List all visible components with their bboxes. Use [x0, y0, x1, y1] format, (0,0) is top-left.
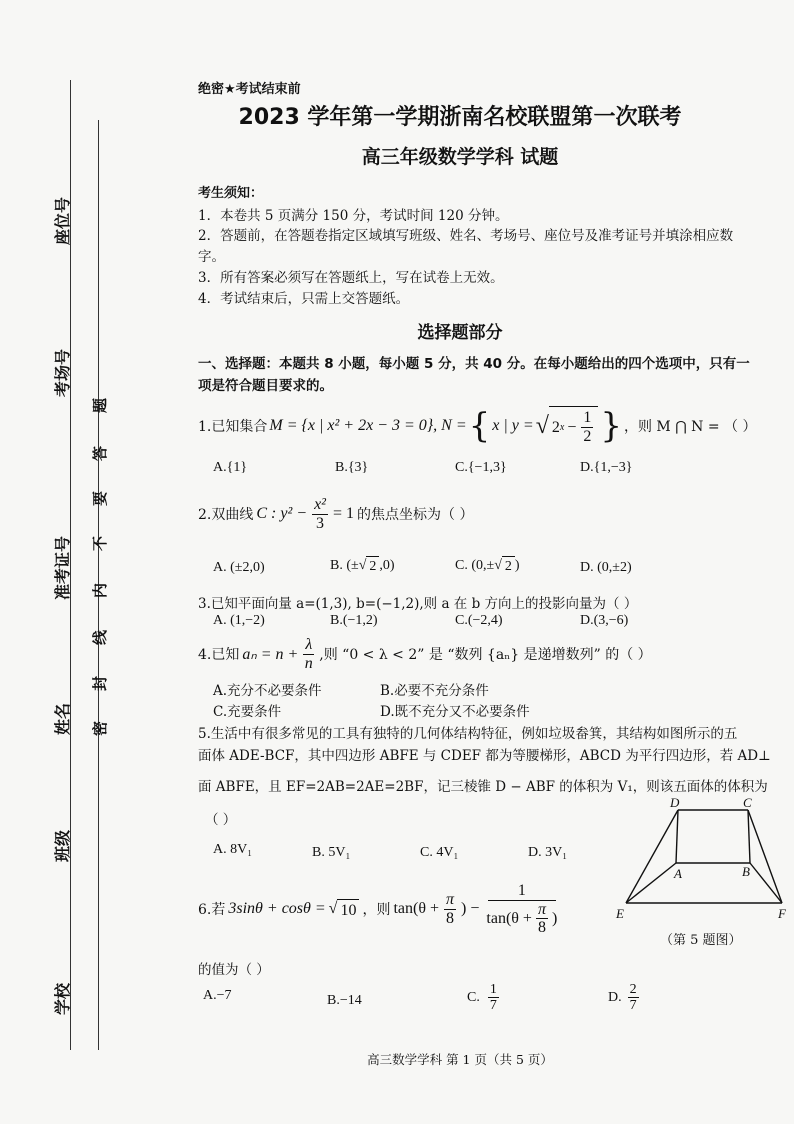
q5-option-b: B. 5V₁	[312, 845, 351, 860]
page-subtitle: 高三年级数学学科 试题	[361, 146, 559, 168]
radicand	[549, 406, 598, 445]
q6-option-c	[467, 982, 501, 1014]
radicand: 2	[366, 556, 379, 575]
q4-prefix: 4.已知	[198, 647, 240, 664]
radical-sign: √	[535, 412, 549, 439]
question-4	[198, 636, 652, 672]
name-label: 姓名	[53, 702, 72, 735]
question-3: 3.已知平面向量 a=(1,3), b=(−1,2),则 a 在 b 方向上的投影向量为（ ）	[198, 596, 638, 612]
sqrt-expression	[359, 556, 380, 575]
question-2	[198, 496, 473, 532]
q6-close-minus: ) −	[461, 900, 480, 918]
denominator-close: )	[551, 909, 558, 927]
q4-suffix: ,则 “0 < λ < 2” 是 “数列 {aₙ} 是递增数列” 的（ ）	[319, 647, 652, 664]
fraction-denominator: n	[304, 654, 313, 672]
radicand: 2	[502, 556, 515, 575]
radical-sign: √	[328, 900, 338, 918]
seal-char: 线	[91, 629, 110, 646]
q6-option-b: B.−14	[327, 993, 362, 1008]
vertex-label-f: F	[778, 906, 786, 921]
denominator-tan: tan(θ +	[486, 909, 532, 927]
q6-prefix: 6.若	[198, 902, 226, 919]
q2-lhs: C : y² −	[256, 505, 308, 523]
q1-option-a: A.{1}	[213, 460, 248, 475]
section-intro: 项是符合题目要求的。	[198, 378, 333, 394]
option-fraction	[488, 982, 499, 1014]
q4-sequence: aₙ = n +	[242, 646, 299, 664]
seal-char: 题	[91, 397, 110, 414]
vertex-label-d: D	[670, 795, 680, 810]
sqrt-expression	[494, 556, 515, 575]
q4-option-b: B.必要不充分条件	[380, 683, 489, 699]
question-5-line: 面体 ADE-BCF，其中四边形 ABFE 与 CDEF 都为等腰梯形，ABCD 为平行四边形，若 AD⊥	[198, 748, 771, 764]
question-1	[198, 406, 757, 446]
option-fraction	[628, 982, 639, 1014]
fraction-denominator: 8	[537, 919, 546, 937]
vertex-label-e: E	[616, 906, 624, 921]
sqrt-expression	[329, 899, 360, 920]
school-label: 学校	[53, 982, 72, 1015]
q2-suffix: 的焦点坐标为（ ）	[357, 507, 474, 524]
vertex-label-b: B	[742, 864, 750, 879]
q6-option-a: A.−7	[203, 988, 232, 1003]
q1-suffix: ，则 M ⋂ N = （ ）	[623, 419, 757, 435]
q2-option-a: A. (±2,0)	[213, 560, 265, 575]
figure-caption: （第 5 题图）	[660, 933, 742, 948]
fraction-denominator: 3	[316, 514, 325, 532]
edge-de	[626, 810, 678, 903]
notice-heading: 考生须知：	[198, 186, 264, 201]
q6-then: ，则	[362, 902, 391, 919]
q6-condition: 3sinθ + cosθ =	[228, 900, 326, 918]
q2-option-b	[330, 556, 395, 575]
minus-sign: −	[567, 418, 577, 436]
q3-option-a: A. (1,−2)	[213, 613, 265, 628]
seal-char: 密	[91, 720, 110, 737]
radical-sign: √	[494, 557, 502, 573]
q1-set-n: x | y =	[492, 417, 534, 434]
q5-figure	[612, 795, 792, 925]
q6-reciprocal	[486, 882, 557, 937]
option-text: ,0)	[379, 557, 395, 573]
edge-bf	[750, 863, 782, 903]
edge-ae	[626, 863, 676, 903]
radicand-base: 2	[551, 418, 560, 436]
seal-char: 不	[91, 535, 110, 552]
fraction-numerator: 1	[583, 409, 592, 427]
class-label: 班级	[53, 829, 72, 862]
q1-prefix: 1.已知集合	[198, 419, 268, 435]
q6-option-d	[608, 982, 641, 1014]
sqrt-expression	[536, 406, 599, 445]
q6-pi-over-8	[444, 891, 456, 927]
q1-option-c: C.{−1,3}	[455, 460, 507, 475]
question-5-line: 面 ABFE，且 EF=2AB=2AE=2BF，记三棱锥 D − ABF 的体积为 V₁，则该五面体的体积为	[198, 779, 768, 795]
exam-room-label: 考场号	[53, 348, 72, 397]
q4-option-d: D.既不充分又不必要条件	[380, 704, 530, 720]
seal-char: 答	[91, 445, 110, 462]
edge-da	[676, 810, 678, 863]
q5-option-d: D. 3V₁	[528, 845, 568, 860]
left-brace: {	[468, 406, 491, 446]
q3-option-b: B.(−1,2)	[330, 613, 378, 628]
denominator-pi-over-8	[536, 901, 548, 937]
fraction-denominator: 8	[446, 909, 455, 927]
q1-option-b: B.{3}	[335, 460, 369, 475]
option-text: B. (±	[330, 557, 359, 573]
fraction-numerator: 1	[488, 882, 556, 901]
fraction-half	[581, 409, 593, 445]
q6-tan-expression: tan(θ +	[393, 900, 440, 918]
edge-cf	[748, 810, 782, 903]
section-intro: 一、选择题：本题共 8 小题，每小题 5 分，共 40 分。在每小题给出的四个选项中，只有一	[198, 356, 750, 372]
fraction-denominator: 7	[489, 998, 497, 1014]
fraction-numerator: 2	[629, 982, 637, 997]
option-text: )	[514, 557, 520, 573]
q2-option-d: D. (0,±2)	[580, 560, 632, 575]
edge-cb	[748, 810, 750, 863]
fraction-denominator: 2	[583, 428, 592, 445]
option-letter: C.	[467, 989, 480, 1005]
page-title: 2023 学年第一学期浙南名校联盟第一次联考	[238, 105, 682, 130]
q4-option-c: C.充要条件	[213, 704, 282, 720]
notice-item: 4．考试结束后，只需上交答题纸。	[198, 291, 410, 307]
notice-item: 3．所有答案必须写在答题纸上，写在试卷上无效。	[198, 270, 504, 286]
fraction-numerator: π	[446, 891, 455, 909]
option-letter: D.	[608, 989, 622, 1005]
q2-fraction	[312, 496, 328, 532]
option-text: C. (0,±	[455, 557, 495, 573]
radical-sign: √	[358, 557, 367, 573]
q6-value-prompt: 的值为（ ）	[198, 962, 270, 978]
q3-option-c: C.(−2,4)	[455, 613, 503, 628]
fraction-denominator: 7	[629, 998, 637, 1014]
confidential-mark: 绝密★考试结束前	[198, 82, 301, 97]
question-5-line: （ ）	[205, 812, 237, 828]
q4-fraction	[303, 636, 314, 672]
seal-char: 要	[91, 490, 110, 507]
q2-option-c	[455, 556, 520, 575]
notice-item: 1．本卷共 5 页满分 150 分，考试时间 120 分钟。	[198, 208, 509, 224]
q3-option-d: D.(3,−6)	[580, 613, 629, 628]
question-5-line: 5.生活中有很多常见的工具有独特的几何体结构特征，例如垃圾畚箕，其结构如图所示的五	[198, 726, 738, 742]
notice-item: 字。	[198, 249, 225, 265]
fraction-numerator: x²	[314, 496, 326, 513]
radicand: 10	[337, 899, 359, 920]
right-brace: }	[600, 406, 622, 446]
fraction-numerator: λ	[305, 636, 313, 653]
seal-char: 内	[91, 582, 110, 599]
fraction-numerator: 1	[489, 982, 497, 997]
q1-set-m: M = {x | x² + 2x − 3 = 0}, N =	[269, 417, 467, 434]
admission-number-label: 准考证号	[53, 535, 72, 600]
q1-option-d: D.{1,−3}	[580, 460, 633, 475]
fraction-denominator	[486, 901, 557, 937]
page-footer: 高三数学学科 第 1 页（共 5 页）	[367, 1052, 553, 1067]
q4-option-a: A.充分不必要条件	[213, 683, 322, 699]
fraction-numerator: π	[537, 900, 546, 918]
vertex-label-a: A	[674, 866, 682, 881]
q5-option-a: A. 8V₁	[213, 842, 253, 857]
q2-prefix: 2.双曲线	[198, 507, 254, 524]
question-6	[198, 882, 559, 937]
vertex-label-c: C	[743, 795, 752, 810]
q2-rhs: = 1	[332, 505, 354, 523]
q5-option-c: C. 4V₁	[420, 845, 459, 860]
notice-item: 2．答题前，在答题卷指定区域填写班级、姓名、考场号、座位号及准考证号并填涂相应数	[198, 228, 734, 244]
section-title: 选择题部分	[417, 323, 503, 343]
seal-char: 封	[91, 675, 110, 692]
seat-number-label: 座位号	[53, 196, 72, 245]
radicand-exponent: x	[559, 422, 565, 433]
